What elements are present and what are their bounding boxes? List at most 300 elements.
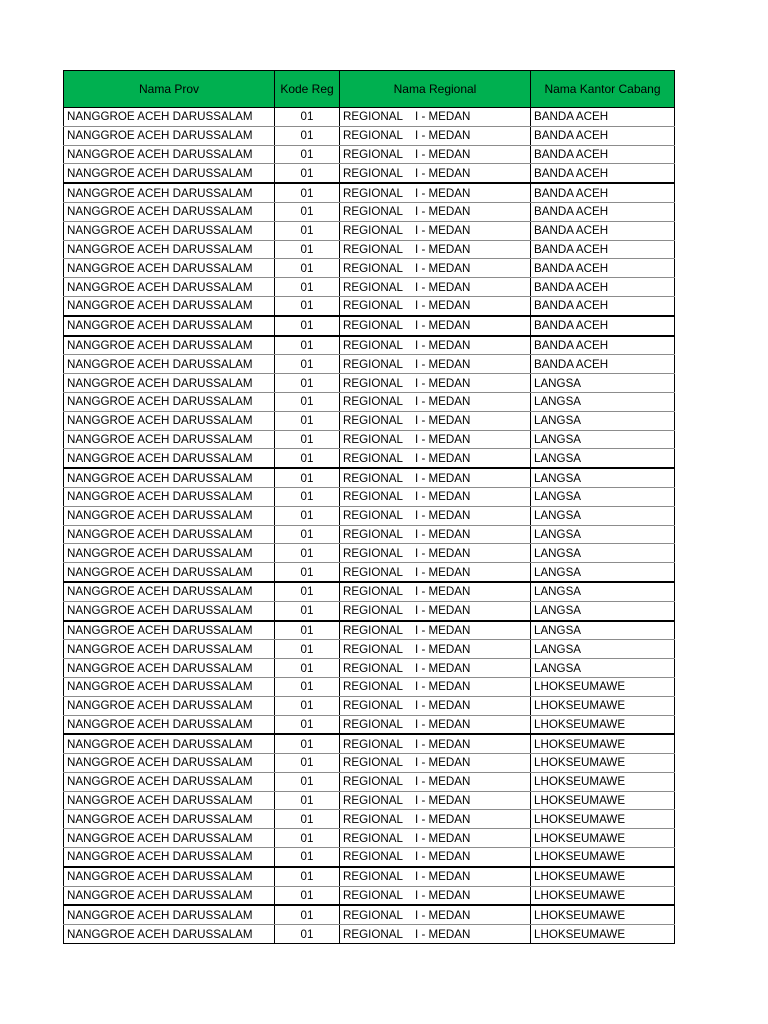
cell-nama-prov[interactable]: NANGGROE ACEH DARUSSALAM xyxy=(64,925,275,944)
cell-nama-regional[interactable] xyxy=(340,791,531,810)
cell-nama-kantor-cabang[interactable]: LHOKSEUMAWE xyxy=(531,696,675,715)
regional-label: REGIONAL xyxy=(343,110,403,124)
regional-number: I - MEDAN xyxy=(415,889,471,903)
cell-kode-reg[interactable]: 01 xyxy=(275,848,340,867)
cell-nama-prov[interactable]: NANGGROE ACEH DARUSSALAM xyxy=(64,677,275,696)
regional-number: I - MEDAN xyxy=(415,129,471,143)
cell-nama-prov[interactable]: NANGGROE ACEH DARUSSALAM xyxy=(64,108,275,127)
cell-kode-reg[interactable]: 01 xyxy=(275,202,340,221)
table-row xyxy=(64,754,675,773)
regional-number: I - MEDAN xyxy=(415,432,471,446)
regional-label: REGIONAL xyxy=(343,927,403,941)
table-row xyxy=(64,202,675,221)
cell-kode-reg[interactable]: 01 xyxy=(275,183,340,202)
cell-nama-prov[interactable]: NANGGROE ACEH DARUSSALAM xyxy=(64,810,275,829)
cell-nama-prov[interactable]: NANGGROE ACEH DARUSSALAM xyxy=(64,829,275,848)
cell-kode-reg[interactable]: 01 xyxy=(275,905,340,924)
cell-nama-kantor-cabang[interactable]: BANDA ACEH xyxy=(531,240,675,259)
table-row xyxy=(64,259,675,278)
regional-number: I - MEDAN xyxy=(415,775,471,789)
cell-nama-prov[interactable]: NANGGROE ACEH DARUSSALAM xyxy=(64,848,275,867)
regional-number: I - MEDAN xyxy=(415,812,471,826)
cell-nama-regional[interactable] xyxy=(340,487,531,506)
cell-nama-regional[interactable] xyxy=(340,544,531,563)
cell-kode-reg[interactable]: 01 xyxy=(275,259,340,278)
cell-kode-reg[interactable]: 01 xyxy=(275,506,340,525)
regional-label: REGIONAL xyxy=(343,908,403,922)
table-row xyxy=(64,449,675,468)
cell-kode-reg[interactable]: 01 xyxy=(275,164,340,183)
regional-number: I - MEDAN xyxy=(415,680,471,694)
cell-nama-regional[interactable] xyxy=(340,316,531,336)
regional-label: REGIONAL xyxy=(343,471,403,485)
regional-number: I - MEDAN xyxy=(415,224,471,238)
cell-kode-reg[interactable]: 01 xyxy=(275,544,340,563)
cell-nama-regional[interactable] xyxy=(340,240,531,259)
regional-number: I - MEDAN xyxy=(415,357,471,371)
regional-label: REGIONAL xyxy=(343,661,403,675)
regional-number: I - MEDAN xyxy=(415,451,471,465)
cell-nama-prov[interactable]: NANGGROE ACEH DARUSSALAM xyxy=(64,259,275,278)
cell-nama-prov[interactable]: NANGGROE ACEH DARUSSALAM xyxy=(64,734,275,753)
cell-nama-prov[interactable]: NANGGROE ACEH DARUSSALAM xyxy=(64,696,275,715)
cell-nama-regional[interactable] xyxy=(340,506,531,525)
cell-nama-kantor-cabang[interactable]: LANGSA xyxy=(531,506,675,525)
table-row xyxy=(64,640,675,659)
cell-kode-reg[interactable]: 01 xyxy=(275,867,340,886)
cell-nama-kantor-cabang[interactable]: LHOKSEUMAWE xyxy=(531,772,675,791)
regional-label: REGIONAL xyxy=(343,129,403,143)
table-row xyxy=(64,886,675,905)
regional-number: I - MEDAN xyxy=(415,338,471,352)
cell-nama-regional[interactable] xyxy=(340,374,531,393)
regional-number: I - MEDAN xyxy=(415,565,471,579)
cell-kode-reg[interactable]: 01 xyxy=(275,392,340,411)
regional-label: REGIONAL xyxy=(343,565,403,579)
table-row xyxy=(64,829,675,848)
cell-nama-prov[interactable]: NANGGROE ACEH DARUSSALAM xyxy=(64,278,275,297)
regional-number: I - MEDAN xyxy=(415,110,471,124)
header-nama-kantor-cabang[interactable]: Nama Kantor Cabang xyxy=(531,71,675,108)
cell-nama-regional[interactable] xyxy=(340,108,531,127)
cell-nama-prov[interactable]: NANGGROE ACEH DARUSSALAM xyxy=(64,601,275,620)
cell-nama-regional[interactable] xyxy=(340,296,531,315)
regional-number: I - MEDAN xyxy=(415,186,471,200)
cell-nama-prov[interactable]: NANGGROE ACEH DARUSSALAM xyxy=(64,355,275,374)
table-row xyxy=(64,108,675,127)
table-row xyxy=(64,563,675,582)
table-row xyxy=(64,772,675,791)
cell-nama-regional[interactable] xyxy=(340,659,531,678)
regional-label: REGIONAL xyxy=(343,717,403,731)
cell-nama-regional[interactable] xyxy=(340,848,531,867)
cell-nama-kantor-cabang[interactable]: BANDA ACEH xyxy=(531,355,675,374)
regional-number: I - MEDAN xyxy=(415,585,471,599)
regional-office-table xyxy=(63,70,675,944)
cell-nama-kantor-cabang[interactable]: LANGSA xyxy=(531,487,675,506)
cell-nama-kantor-cabang[interactable]: BANDA ACEH xyxy=(531,126,675,145)
header-nama-prov[interactable]: Nama Prov xyxy=(64,71,275,108)
cell-nama-regional[interactable] xyxy=(340,221,531,240)
table-row xyxy=(64,659,675,678)
cell-nama-kantor-cabang[interactable]: BANDA ACEH xyxy=(531,164,675,183)
cell-nama-prov[interactable]: NANGGROE ACEH DARUSSALAM xyxy=(64,715,275,734)
regional-label: REGIONAL xyxy=(343,680,403,694)
cell-nama-kantor-cabang[interactable]: LHOKSEUMAWE xyxy=(531,715,675,734)
cell-kode-reg[interactable]: 01 xyxy=(275,296,340,315)
regional-number: I - MEDAN xyxy=(415,642,471,656)
spreadsheet xyxy=(63,70,674,944)
table-row xyxy=(64,468,675,487)
table-row xyxy=(64,621,675,640)
regional-number: I - MEDAN xyxy=(415,280,471,294)
cell-nama-regional[interactable] xyxy=(340,202,531,221)
cell-nama-prov[interactable]: NANGGROE ACEH DARUSSALAM xyxy=(64,905,275,924)
regional-number: I - MEDAN xyxy=(415,471,471,485)
cell-kode-reg[interactable]: 01 xyxy=(275,525,340,544)
regional-number: I - MEDAN xyxy=(415,831,471,845)
table-row xyxy=(64,582,675,601)
cell-kode-reg[interactable]: 01 xyxy=(275,677,340,696)
regional-label: REGIONAL xyxy=(343,432,403,446)
cell-kode-reg[interactable]: 01 xyxy=(275,126,340,145)
cell-nama-kantor-cabang[interactable]: BANDA ACEH xyxy=(531,259,675,278)
cell-nama-regional[interactable] xyxy=(340,468,531,487)
regional-label: REGIONAL xyxy=(343,490,403,504)
cell-kode-reg[interactable]: 01 xyxy=(275,487,340,506)
regional-label: REGIONAL xyxy=(343,376,403,390)
cell-nama-prov[interactable]: NANGGROE ACEH DARUSSALAM xyxy=(64,487,275,506)
cell-nama-regional[interactable] xyxy=(340,621,531,640)
cell-nama-prov[interactable]: NANGGROE ACEH DARUSSALAM xyxy=(64,145,275,164)
header-nama-regional[interactable]: Nama Regional xyxy=(340,71,531,108)
cell-nama-prov[interactable]: NANGGROE ACEH DARUSSALAM xyxy=(64,867,275,886)
cell-kode-reg[interactable]: 01 xyxy=(275,108,340,127)
cell-kode-reg[interactable]: 01 xyxy=(275,791,340,810)
regional-label: REGIONAL xyxy=(343,261,403,275)
cell-nama-kantor-cabang[interactable]: LANGSA xyxy=(531,621,675,640)
cell-nama-prov[interactable]: NANGGROE ACEH DARUSSALAM xyxy=(64,316,275,336)
cell-nama-kantor-cabang[interactable]: BANDA ACEH xyxy=(531,221,675,240)
cell-nama-kantor-cabang[interactable]: LANGSA xyxy=(531,601,675,620)
table-row xyxy=(64,183,675,202)
cell-nama-prov[interactable]: NANGGROE ACEH DARUSSALAM xyxy=(64,621,275,640)
regional-number: I - MEDAN xyxy=(415,699,471,713)
cell-nama-regional[interactable] xyxy=(340,126,531,145)
cell-nama-kantor-cabang[interactable]: LANGSA xyxy=(531,525,675,544)
cell-kode-reg[interactable]: 01 xyxy=(275,601,340,620)
header-row xyxy=(64,71,675,108)
cell-kode-reg[interactable]: 01 xyxy=(275,430,340,449)
cell-nama-regional[interactable] xyxy=(340,355,531,374)
regional-number: I - MEDAN xyxy=(415,737,471,751)
regional-number: I - MEDAN xyxy=(415,414,471,428)
cell-nama-regional[interactable] xyxy=(340,715,531,734)
table-row xyxy=(64,848,675,867)
table-row xyxy=(64,296,675,315)
regional-label: REGIONAL xyxy=(343,604,403,618)
regional-label: REGIONAL xyxy=(343,794,403,808)
cell-kode-reg[interactable]: 01 xyxy=(275,886,340,905)
cell-nama-kantor-cabang[interactable]: BANDA ACEH xyxy=(531,202,675,221)
cell-nama-regional[interactable] xyxy=(340,449,531,468)
cell-nama-kantor-cabang[interactable]: LANGSA xyxy=(531,449,675,468)
table-row xyxy=(64,810,675,829)
table-row xyxy=(64,677,675,696)
cell-kode-reg[interactable]: 01 xyxy=(275,829,340,848)
cell-nama-regional[interactable] xyxy=(340,183,531,202)
cell-nama-prov[interactable]: NANGGROE ACEH DARUSSALAM xyxy=(64,202,275,221)
table-row xyxy=(64,316,675,336)
cell-nama-regional[interactable] xyxy=(340,867,531,886)
cell-nama-kantor-cabang[interactable]: BANDA ACEH xyxy=(531,336,675,355)
regional-number: I - MEDAN xyxy=(415,604,471,618)
cell-nama-kantor-cabang[interactable]: BANDA ACEH xyxy=(531,145,675,164)
cell-nama-prov[interactable]: NANGGROE ACEH DARUSSALAM xyxy=(64,336,275,355)
cell-nama-kantor-cabang[interactable]: LHOKSEUMAWE xyxy=(531,886,675,905)
cell-kode-reg[interactable]: 01 xyxy=(275,659,340,678)
cell-nama-prov[interactable]: NANGGROE ACEH DARUSSALAM xyxy=(64,791,275,810)
cell-nama-regional[interactable] xyxy=(340,677,531,696)
cell-kode-reg[interactable]: 01 xyxy=(275,640,340,659)
cell-nama-kantor-cabang[interactable]: LHOKSEUMAWE xyxy=(531,810,675,829)
table-row xyxy=(64,126,675,145)
regional-number: I - MEDAN xyxy=(415,205,471,219)
cell-nama-prov[interactable]: NANGGROE ACEH DARUSSALAM xyxy=(64,886,275,905)
cell-nama-kantor-cabang[interactable]: LANGSA xyxy=(531,374,675,393)
regional-label: REGIONAL xyxy=(343,414,403,428)
cell-nama-kantor-cabang[interactable]: BANDA ACEH xyxy=(531,296,675,315)
cell-kode-reg[interactable]: 01 xyxy=(275,925,340,944)
cell-nama-kantor-cabang[interactable]: LANGSA xyxy=(531,468,675,487)
cell-nama-prov[interactable]: NANGGROE ACEH DARUSSALAM xyxy=(64,240,275,259)
regional-number: I - MEDAN xyxy=(415,490,471,504)
regional-label: REGIONAL xyxy=(343,850,403,864)
cell-nama-kantor-cabang[interactable]: LHOKSEUMAWE xyxy=(531,925,675,944)
cell-kode-reg[interactable]: 01 xyxy=(275,772,340,791)
cell-kode-reg[interactable]: 01 xyxy=(275,145,340,164)
cell-nama-regional[interactable] xyxy=(340,145,531,164)
cell-nama-kantor-cabang[interactable]: LHOKSEUMAWE xyxy=(531,848,675,867)
regional-label: REGIONAL xyxy=(343,509,403,523)
cell-kode-reg[interactable]: 01 xyxy=(275,754,340,773)
regional-label: REGIONAL xyxy=(343,642,403,656)
cell-nama-prov[interactable]: NANGGROE ACEH DARUSSALAM xyxy=(64,563,275,582)
cell-nama-kantor-cabang[interactable]: LHOKSEUMAWE xyxy=(531,754,675,773)
regional-label: REGIONAL xyxy=(343,775,403,789)
regional-number: I - MEDAN xyxy=(415,870,471,884)
cell-nama-regional[interactable] xyxy=(340,810,531,829)
cell-kode-reg[interactable]: 01 xyxy=(275,278,340,297)
cell-nama-regional[interactable] xyxy=(340,696,531,715)
regional-number: I - MEDAN xyxy=(415,319,471,333)
regional-label: REGIONAL xyxy=(343,756,403,770)
regional-label: REGIONAL xyxy=(343,147,403,161)
regional-label: REGIONAL xyxy=(343,357,403,371)
cell-nama-kantor-cabang[interactable]: LHOKSEUMAWE xyxy=(531,867,675,886)
cell-kode-reg[interactable]: 01 xyxy=(275,449,340,468)
cell-nama-regional[interactable] xyxy=(340,925,531,944)
cell-nama-prov[interactable]: NANGGROE ACEH DARUSSALAM xyxy=(64,772,275,791)
cell-nama-kantor-cabang[interactable]: LANGSA xyxy=(531,640,675,659)
cell-nama-prov[interactable]: NANGGROE ACEH DARUSSALAM xyxy=(64,374,275,393)
regional-number: I - MEDAN xyxy=(415,850,471,864)
cell-kode-reg[interactable]: 01 xyxy=(275,715,340,734)
cell-nama-kantor-cabang[interactable]: BANDA ACEH xyxy=(531,316,675,336)
cell-kode-reg[interactable]: 01 xyxy=(275,411,340,430)
regional-label: REGIONAL xyxy=(343,280,403,294)
cell-kode-reg[interactable]: 01 xyxy=(275,563,340,582)
cell-kode-reg[interactable]: 01 xyxy=(275,810,340,829)
regional-number: I - MEDAN xyxy=(415,147,471,161)
cell-nama-prov[interactable]: NANGGROE ACEH DARUSSALAM xyxy=(64,296,275,315)
table-row xyxy=(64,221,675,240)
cell-nama-regional[interactable] xyxy=(340,164,531,183)
regional-label: REGIONAL xyxy=(343,395,403,409)
regional-number: I - MEDAN xyxy=(415,242,471,256)
regional-label: REGIONAL xyxy=(343,870,403,884)
cell-nama-prov[interactable]: NANGGROE ACEH DARUSSALAM xyxy=(64,126,275,145)
regional-label: REGIONAL xyxy=(343,338,403,352)
cell-nama-kantor-cabang[interactable]: LANGSA xyxy=(531,582,675,601)
cell-nama-regional[interactable] xyxy=(340,734,531,753)
cell-nama-regional[interactable] xyxy=(340,259,531,278)
table-row xyxy=(64,240,675,259)
cell-nama-kantor-cabang[interactable]: LHOKSEUMAWE xyxy=(531,829,675,848)
cell-nama-regional[interactable] xyxy=(340,772,531,791)
table-row xyxy=(64,867,675,886)
cell-nama-prov[interactable]: NANGGROE ACEH DARUSSALAM xyxy=(64,582,275,601)
cell-nama-regional[interactable] xyxy=(340,278,531,297)
cell-nama-regional[interactable] xyxy=(340,411,531,430)
regional-label: REGIONAL xyxy=(343,205,403,219)
regional-label: REGIONAL xyxy=(343,699,403,713)
cell-nama-regional[interactable] xyxy=(340,582,531,601)
cell-nama-kantor-cabang[interactable]: LHOKSEUMAWE xyxy=(531,734,675,753)
cell-nama-regional[interactable] xyxy=(340,525,531,544)
table-row xyxy=(64,544,675,563)
cell-nama-kantor-cabang[interactable]: LHOKSEUMAWE xyxy=(531,791,675,810)
cell-kode-reg[interactable]: 01 xyxy=(275,316,340,336)
cell-kode-reg[interactable]: 01 xyxy=(275,696,340,715)
cell-nama-kantor-cabang[interactable]: LANGSA xyxy=(531,563,675,582)
cell-nama-regional[interactable] xyxy=(340,829,531,848)
cell-kode-reg[interactable]: 01 xyxy=(275,621,340,640)
cell-nama-regional[interactable] xyxy=(340,886,531,905)
cell-nama-kantor-cabang[interactable]: LANGSA xyxy=(531,430,675,449)
cell-nama-prov[interactable]: NANGGROE ACEH DARUSSALAM xyxy=(64,221,275,240)
cell-kode-reg[interactable]: 01 xyxy=(275,355,340,374)
regional-number: I - MEDAN xyxy=(415,395,471,409)
regional-label: REGIONAL xyxy=(343,319,403,333)
regional-number: I - MEDAN xyxy=(415,261,471,275)
regional-label: REGIONAL xyxy=(343,737,403,751)
cell-nama-prov[interactable]: NANGGROE ACEH DARUSSALAM xyxy=(64,164,275,183)
table-row xyxy=(64,278,675,297)
regional-number: I - MEDAN xyxy=(415,908,471,922)
cell-nama-prov[interactable]: NANGGROE ACEH DARUSSALAM xyxy=(64,506,275,525)
cell-nama-kantor-cabang[interactable]: LHOKSEUMAWE xyxy=(531,677,675,696)
cell-kode-reg[interactable]: 01 xyxy=(275,240,340,259)
table-row xyxy=(64,164,675,183)
cell-nama-regional[interactable] xyxy=(340,563,531,582)
cell-kode-reg[interactable]: 01 xyxy=(275,582,340,601)
regional-label: REGIONAL xyxy=(343,812,403,826)
regional-label: REGIONAL xyxy=(343,623,403,637)
cell-nama-regional[interactable] xyxy=(340,336,531,355)
cell-nama-kantor-cabang[interactable]: LANGSA xyxy=(531,411,675,430)
cell-nama-kantor-cabang[interactable]: BANDA ACEH xyxy=(531,108,675,127)
table-row xyxy=(64,374,675,393)
cell-nama-prov[interactable]: NANGGROE ACEH DARUSSALAM xyxy=(64,525,275,544)
cell-kode-reg[interactable]: 01 xyxy=(275,374,340,393)
regional-label: REGIONAL xyxy=(343,186,403,200)
cell-nama-prov[interactable]: NANGGROE ACEH DARUSSALAM xyxy=(64,411,275,430)
regional-number: I - MEDAN xyxy=(415,794,471,808)
cell-nama-kantor-cabang[interactable]: LANGSA xyxy=(531,392,675,411)
regional-number: I - MEDAN xyxy=(415,546,471,560)
cell-nama-prov[interactable]: NANGGROE ACEH DARUSSALAM xyxy=(64,430,275,449)
cell-nama-kantor-cabang[interactable]: BANDA ACEH xyxy=(531,183,675,202)
cell-nama-prov[interactable]: NANGGROE ACEH DARUSSALAM xyxy=(64,754,275,773)
regional-label: REGIONAL xyxy=(343,299,403,313)
cell-nama-regional[interactable] xyxy=(340,430,531,449)
cell-nama-regional[interactable] xyxy=(340,392,531,411)
cell-nama-prov[interactable]: NANGGROE ACEH DARUSSALAM xyxy=(64,544,275,563)
cell-nama-regional[interactable] xyxy=(340,601,531,620)
cell-nama-kantor-cabang[interactable]: LHOKSEUMAWE xyxy=(531,905,675,924)
cell-nama-kantor-cabang[interactable]: BANDA ACEH xyxy=(531,278,675,297)
cell-nama-kantor-cabang[interactable]: LANGSA xyxy=(531,544,675,563)
regional-number: I - MEDAN xyxy=(415,756,471,770)
regional-label: REGIONAL xyxy=(343,224,403,238)
cell-nama-prov[interactable]: NANGGROE ACEH DARUSSALAM xyxy=(64,659,275,678)
cell-kode-reg[interactable]: 01 xyxy=(275,468,340,487)
cell-nama-regional[interactable] xyxy=(340,754,531,773)
table-row xyxy=(64,601,675,620)
table-row xyxy=(64,411,675,430)
cell-nama-prov[interactable]: NANGGROE ACEH DARUSSALAM xyxy=(64,449,275,468)
cell-kode-reg[interactable]: 01 xyxy=(275,221,340,240)
cell-nama-regional[interactable] xyxy=(340,640,531,659)
regional-number: I - MEDAN xyxy=(415,623,471,637)
table-row xyxy=(64,355,675,374)
regional-number: I - MEDAN xyxy=(415,927,471,941)
table-row xyxy=(64,696,675,715)
table-row xyxy=(64,925,675,944)
cell-nama-kantor-cabang[interactable]: LANGSA xyxy=(531,659,675,678)
table-row xyxy=(64,734,675,753)
regional-number: I - MEDAN xyxy=(415,717,471,731)
table-row xyxy=(64,145,675,164)
cell-kode-reg[interactable]: 01 xyxy=(275,336,340,355)
regional-number: I - MEDAN xyxy=(415,509,471,523)
regional-label: REGIONAL xyxy=(343,831,403,845)
table-row xyxy=(64,336,675,355)
cell-nama-prov[interactable]: NANGGROE ACEH DARUSSALAM xyxy=(64,468,275,487)
cell-nama-prov[interactable]: NANGGROE ACEH DARUSSALAM xyxy=(64,183,275,202)
table-row xyxy=(64,392,675,411)
cell-nama-prov[interactable]: NANGGROE ACEH DARUSSALAM xyxy=(64,392,275,411)
cell-nama-regional[interactable] xyxy=(340,905,531,924)
cell-kode-reg[interactable]: 01 xyxy=(275,734,340,753)
table-body xyxy=(64,108,675,944)
regional-label: REGIONAL xyxy=(343,889,403,903)
cell-nama-prov[interactable]: NANGGROE ACEH DARUSSALAM xyxy=(64,640,275,659)
table-row xyxy=(64,430,675,449)
regional-label: REGIONAL xyxy=(343,242,403,256)
header-kode-reg[interactable]: Kode Reg xyxy=(275,71,340,108)
